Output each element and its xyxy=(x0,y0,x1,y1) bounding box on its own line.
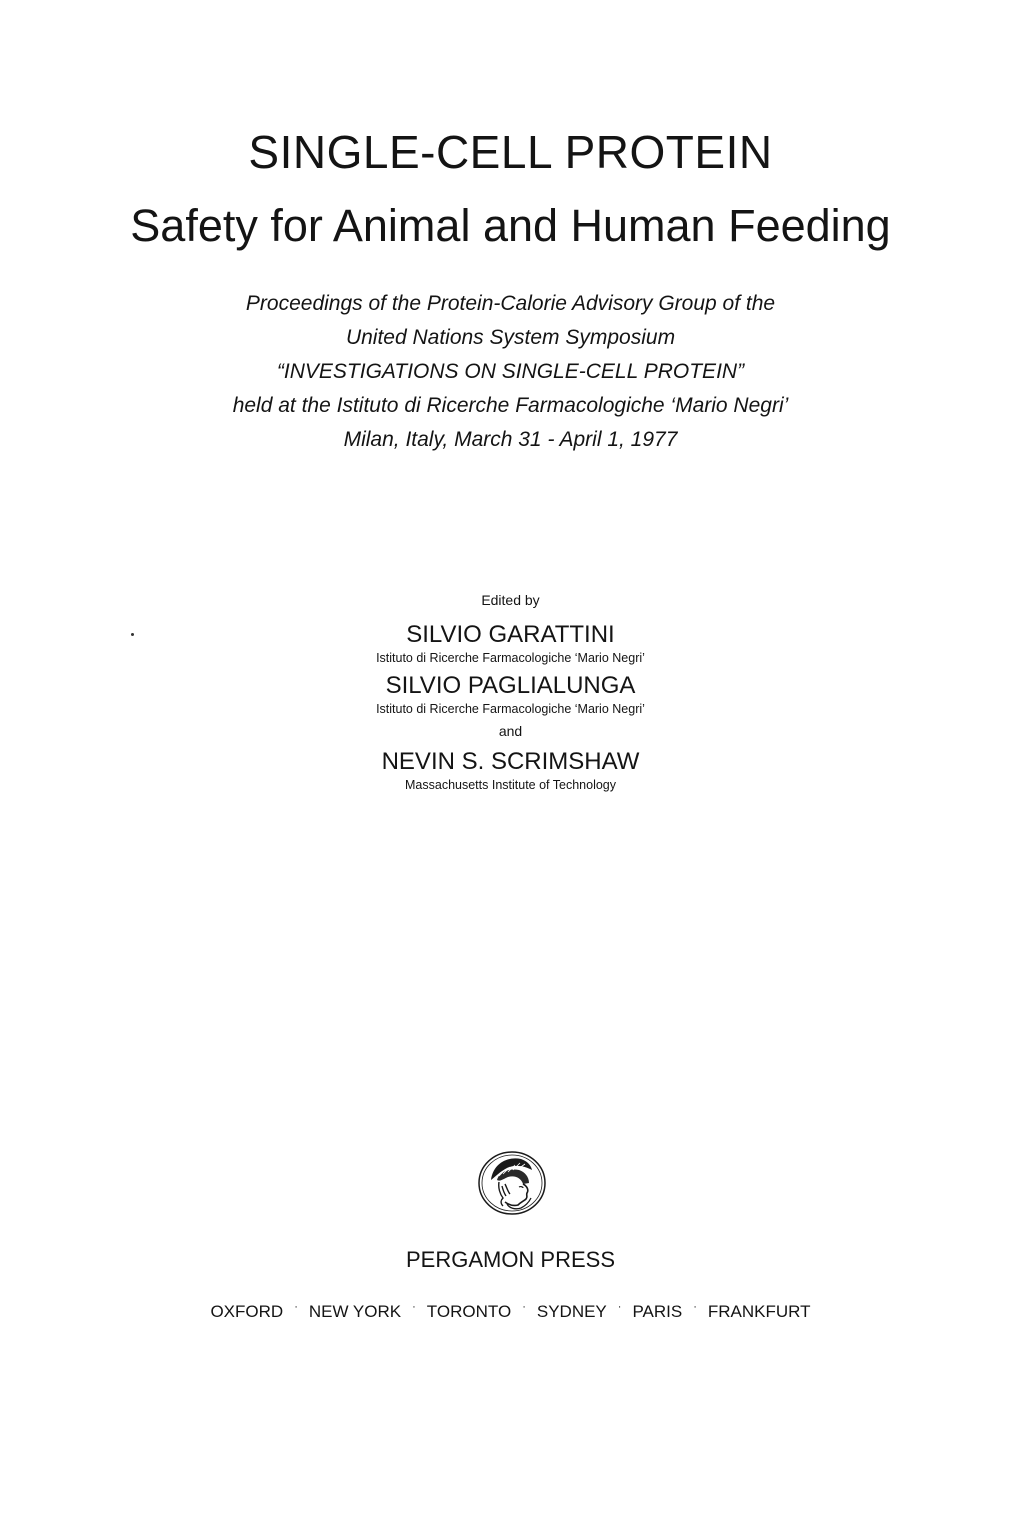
book-title: SINGLE-CELL PROTEIN xyxy=(248,126,773,178)
city: OXFORD xyxy=(210,1302,284,1321)
city: NEW YORK xyxy=(308,1302,402,1321)
editor-name: NEVIN S. SCRIMSHAW xyxy=(381,748,640,775)
editor-name: SILVIO PAGLIALUNGA xyxy=(385,672,636,699)
city-separator: · xyxy=(693,1301,697,1313)
book-subtitle: Safety for Animal and Human Feeding xyxy=(130,200,891,251)
and-conjunction: and xyxy=(498,723,523,739)
proceedings-line: Milan, Italy, March 31 - April 1, 1977 xyxy=(343,428,678,451)
city-separator: · xyxy=(412,1301,416,1313)
editor-affiliation: Istituto di Ricerche Farmacologiche ‘Mario Negri’ xyxy=(376,702,645,716)
city: FRANKFURT xyxy=(707,1302,811,1321)
athena-head-emblem-icon xyxy=(477,1150,547,1216)
edited-by-label: Edited by xyxy=(481,592,540,608)
publisher-name: PERGAMON PRESS xyxy=(405,1247,616,1272)
editor-affiliation: Istituto di Ricerche Farmacologiche ‘Mario Negri’ xyxy=(376,651,645,665)
proceedings-line: “INVESTIGATIONS ON SINGLE-CELL PROTEIN” xyxy=(276,360,745,383)
proceedings-line: held at the Istituto di Ricerche Farmacologiche ‘Mario Negri’ xyxy=(232,394,789,417)
city-separator: · xyxy=(294,1301,298,1313)
editors-block xyxy=(0,590,1021,793)
city: TORONTO xyxy=(426,1302,512,1321)
proceedings-line: Proceedings of the Protein-Calorie Advisory Group of the xyxy=(245,292,776,315)
editor-name: SILVIO GARATTINI xyxy=(406,621,615,648)
city-separator: · xyxy=(617,1301,622,1313)
publisher-cities xyxy=(0,1300,1021,1324)
city-separator: · xyxy=(522,1301,526,1313)
proceedings-line: United Nations System Symposium xyxy=(345,326,676,349)
proceedings-block xyxy=(0,287,1021,457)
city: SYDNEY xyxy=(536,1302,607,1321)
editor-affiliation: Massachusetts Institute of Technology xyxy=(405,778,616,792)
city: PARIS xyxy=(632,1302,683,1321)
